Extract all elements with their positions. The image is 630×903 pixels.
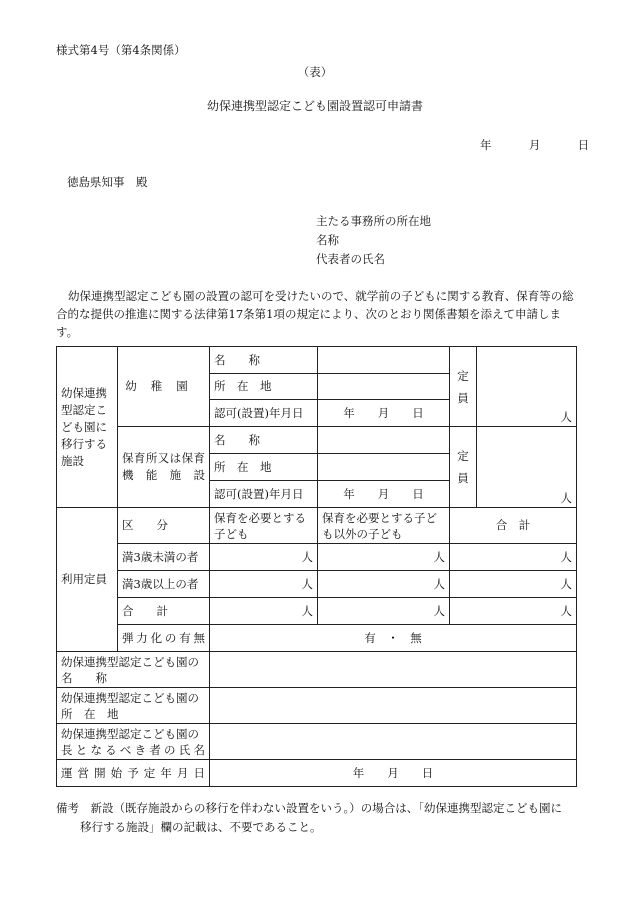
table-row — [57, 544, 577, 571]
addressee: 徳島県知事 殿 — [67, 175, 148, 189]
center-location-label: 幼保連携型認定こども園の 所 在 地 — [57, 688, 210, 724]
note-line-1: 備考 新設（既存施設からの移行を伴わない設置をいう。）の場合は、「幼保連携型認定こども園に — [56, 801, 562, 815]
under3-other-field[interactable]: 人 — [318, 544, 450, 571]
table-row — [57, 688, 577, 724]
over3-other-field[interactable]: 人 — [318, 571, 450, 598]
form-number: 様式第4号（第4条関係） — [56, 43, 186, 57]
kindergarten-location-field[interactable] — [318, 374, 450, 400]
flex-label: 弾力化の有無 — [118, 625, 210, 652]
usage-header: 利用定員 — [57, 508, 118, 652]
total-total-field[interactable]: 人 — [450, 598, 577, 625]
table-row — [57, 571, 577, 598]
kindergarten-location-label: 所 在 地 — [210, 374, 318, 400]
table-row — [57, 427, 577, 454]
nursery-label: 保育所又は保育機能施設 — [118, 427, 210, 508]
application-date: 年 月 日 — [480, 138, 590, 152]
kindergarten-capacity-label: 定員 — [450, 347, 477, 427]
total-other-field[interactable]: 人 — [318, 598, 450, 625]
kindergarten-auth-date-label: 認可(設置)年月日 — [210, 400, 318, 427]
nursery-auth-date-field[interactable]: 年 月 日 — [318, 481, 450, 508]
over3-total-field[interactable]: 人 — [450, 571, 577, 598]
center-head-label: 幼保連携型認定こども園の 長となるべき者の氏名 — [57, 724, 210, 760]
total-needs-field[interactable]: 人 — [210, 598, 318, 625]
table-row — [57, 625, 577, 652]
table-row — [57, 760, 577, 787]
table-row — [57, 508, 577, 544]
nursery-auth-date-label: 認可(設置)年月日 — [210, 481, 318, 508]
nursery-name-label: 名 称 — [210, 427, 318, 454]
kindergarten-capacity-field[interactable]: 人 — [477, 347, 577, 427]
table-row — [57, 347, 577, 374]
facility-header: 幼保連携型認定こども園に移行する施設 — [57, 347, 118, 508]
nursery-location-field[interactable] — [318, 454, 450, 481]
row-over3-label: 満3歳以上の者 — [118, 571, 210, 598]
nursery-name-field[interactable] — [318, 427, 450, 454]
nursery-capacity-field[interactable]: 人 — [477, 427, 577, 508]
kindergarten-name-label: 名 称 — [210, 347, 318, 374]
applicant-office-label: 主たる事務所の所在地 — [316, 214, 431, 228]
applicant-rep-label: 代表者の氏名 — [316, 252, 385, 266]
side-label: （表） — [297, 65, 333, 79]
division-label: 区 分 — [118, 508, 210, 544]
nursery-capacity-label: 定員 — [450, 427, 477, 508]
start-date-label: 運営開始予定年月日 — [57, 760, 210, 787]
nursery-location-label: 所 在 地 — [210, 454, 318, 481]
center-location-field[interactable] — [210, 688, 577, 724]
col-other-header: 保育を必要とする子ども以外の子ども — [318, 508, 450, 544]
col-needs-header: 保育を必要とする子ども — [210, 508, 318, 544]
over3-needs-field[interactable]: 人 — [210, 571, 318, 598]
table-row — [57, 724, 577, 760]
kindergarten-label: 幼稚園 — [118, 347, 210, 427]
start-date-field[interactable]: 年 月 日 — [210, 760, 577, 787]
kindergarten-name-field[interactable] — [318, 347, 450, 374]
under3-needs-field[interactable]: 人 — [210, 544, 318, 571]
applicant-name-label: 名称 — [316, 233, 339, 247]
flex-value[interactable]: 有 ・ 無 — [210, 625, 577, 652]
row-under3-label: 満3歳未満の者 — [118, 544, 210, 571]
under3-total-field[interactable]: 人 — [450, 544, 577, 571]
kindergarten-auth-date-field[interactable]: 年 月 日 — [318, 400, 450, 427]
document-title: 幼保連携型認定こども園設置認可申請書 — [206, 99, 423, 113]
body-text: 幼保連携型認定こども園の設置の認可を受けたいので、就学前の子どもに関する教育、保育等の総合的な提供の推進に関する法律第17条第1項の規定により、次のとおり関係書類を添えて申請します。 — [56, 289, 574, 339]
center-name-label: 幼保連携型認定こども園の 名 称 — [57, 652, 210, 688]
center-name-field[interactable] — [210, 652, 577, 688]
col-total-header: 合 計 — [450, 508, 577, 544]
note-line-2: 移行する施設」欄の記載は、不要であること。 — [80, 820, 322, 834]
row-total-label: 合 計 — [118, 598, 210, 625]
table-row — [57, 598, 577, 625]
application-table — [56, 346, 577, 787]
center-head-field[interactable] — [210, 724, 577, 760]
table-row — [57, 652, 577, 688]
